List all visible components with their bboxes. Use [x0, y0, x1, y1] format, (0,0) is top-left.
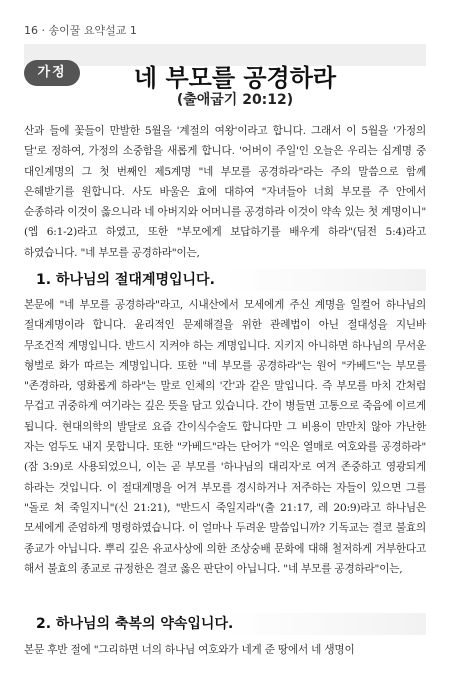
category-badge: 가정 — [24, 60, 80, 86]
intro-paragraph — [24, 121, 426, 263]
section-1-heading: 1. 하나님의 절대계명입니다. — [24, 269, 426, 291]
intro-text: 산과 들에 꽃들이 만발한 5월을 '계절의 여왕'이라고 합니다. 그래서 이 5월을 '가정의 달'로 정하여, 가정의 소중함을 새롭게 합니다. '어버이 주일'인 오늘은 우리는 십계명 중 대인계명의 그 첫 번째인 제5계명 "네 부모를 공경하라"라는 주의 말씀으로 함께 은혜받기를 원합니다. 사도 바울은 효에 대하여 "자녀들아 너희 부모를 주 안에서 순종하라 이것이 옳으니라 네 아버지와 어머니를 공경하라 이것이 약속 있는 첫 계명이니"(엡 6:1-2)라고 하였고, 또한 "부모에게 보답하기를 배우게 하라"(딤전 5:4)라고 하였습니다. "네 부모를 공경하라"이는, — [24, 125, 426, 259]
section-2-text: 본문 후반 절에 "그리하면 너의 하나님 여호와가 네게 준 땅에서 네 생명이 — [24, 644, 355, 656]
section-1-body — [24, 295, 426, 579]
section-2-heading: 2. 하나님의 축복의 약속입니다. — [24, 613, 426, 635]
section-1-text: 본문에 "네 부모를 공경하라"라고, 시내산에서 모세에게 주신 계명을 일컬어 하나님의 절대계명이라 합니다. 윤리적인 문제해결을 위한 관례법이 아닌 절대성을 지닌바 무조건적 계명입니다. 반드시 지켜야 하는 계명입니다. 지키지 아니하면 하나님의 무서운 형벌로 화가 따르는 계명입니다. 또한 "네 부모를 공경하라"는 원어 "카베드"는 부모를 "존경하라, 영화롭게 하라"는 말로 인체의 '간'과 같은 말입니다. 즉 부모를 마치 간처럼 무겁고 귀중하게 여기라는 깊은 뜻을 담고 있습니다. 간이 병들면 고통으로 죽음에 이르게 됩니다. 현대의학의 발달로 요즘 간이식수술도 합니다만 그 비용이 만만치 않아 가난한 자는 엄두도 내지 못합니다. 또한 "카베드"라는 단어가 "익은 열매로 여호와를 공경하라"(잠 3:9)로 사용되었으니, 이는 곧 부모를 '하나님의 대리자'로 여겨 존중하고 영광되게 하라는 것입니다. 이 절대계명을 어겨 부모를 경시하거나 저주하는 자들이 있으면 그를 "돌로 쳐 죽일지니"(신 21:21), "반드시 죽일지라"(출 21:17, 레 20:9)라고 하나님은 모세에게 준엄하게 명령하였습니다. 이 얼마나 두려운 말씀입니까? 기독교는 결코 불효의 종교가 아닙니다. 뿌리 깊은 유교사상에 의한 조상숭배 문화에 대해 철저하게 거부한다고 해서 불효의 종교로 규정한은 결코 옳은 판단이 아닙니다. "네 부모를 공경하라"이는, — [24, 299, 426, 575]
section-2-body — [24, 640, 426, 660]
sermon-title: 네 부모를 공경하라 — [133, 64, 337, 92]
scripture-reference: (출애굽기 20:12) — [176, 92, 294, 108]
running-head: 16 · 송이꿀 요약설교 1 — [24, 24, 137, 37]
